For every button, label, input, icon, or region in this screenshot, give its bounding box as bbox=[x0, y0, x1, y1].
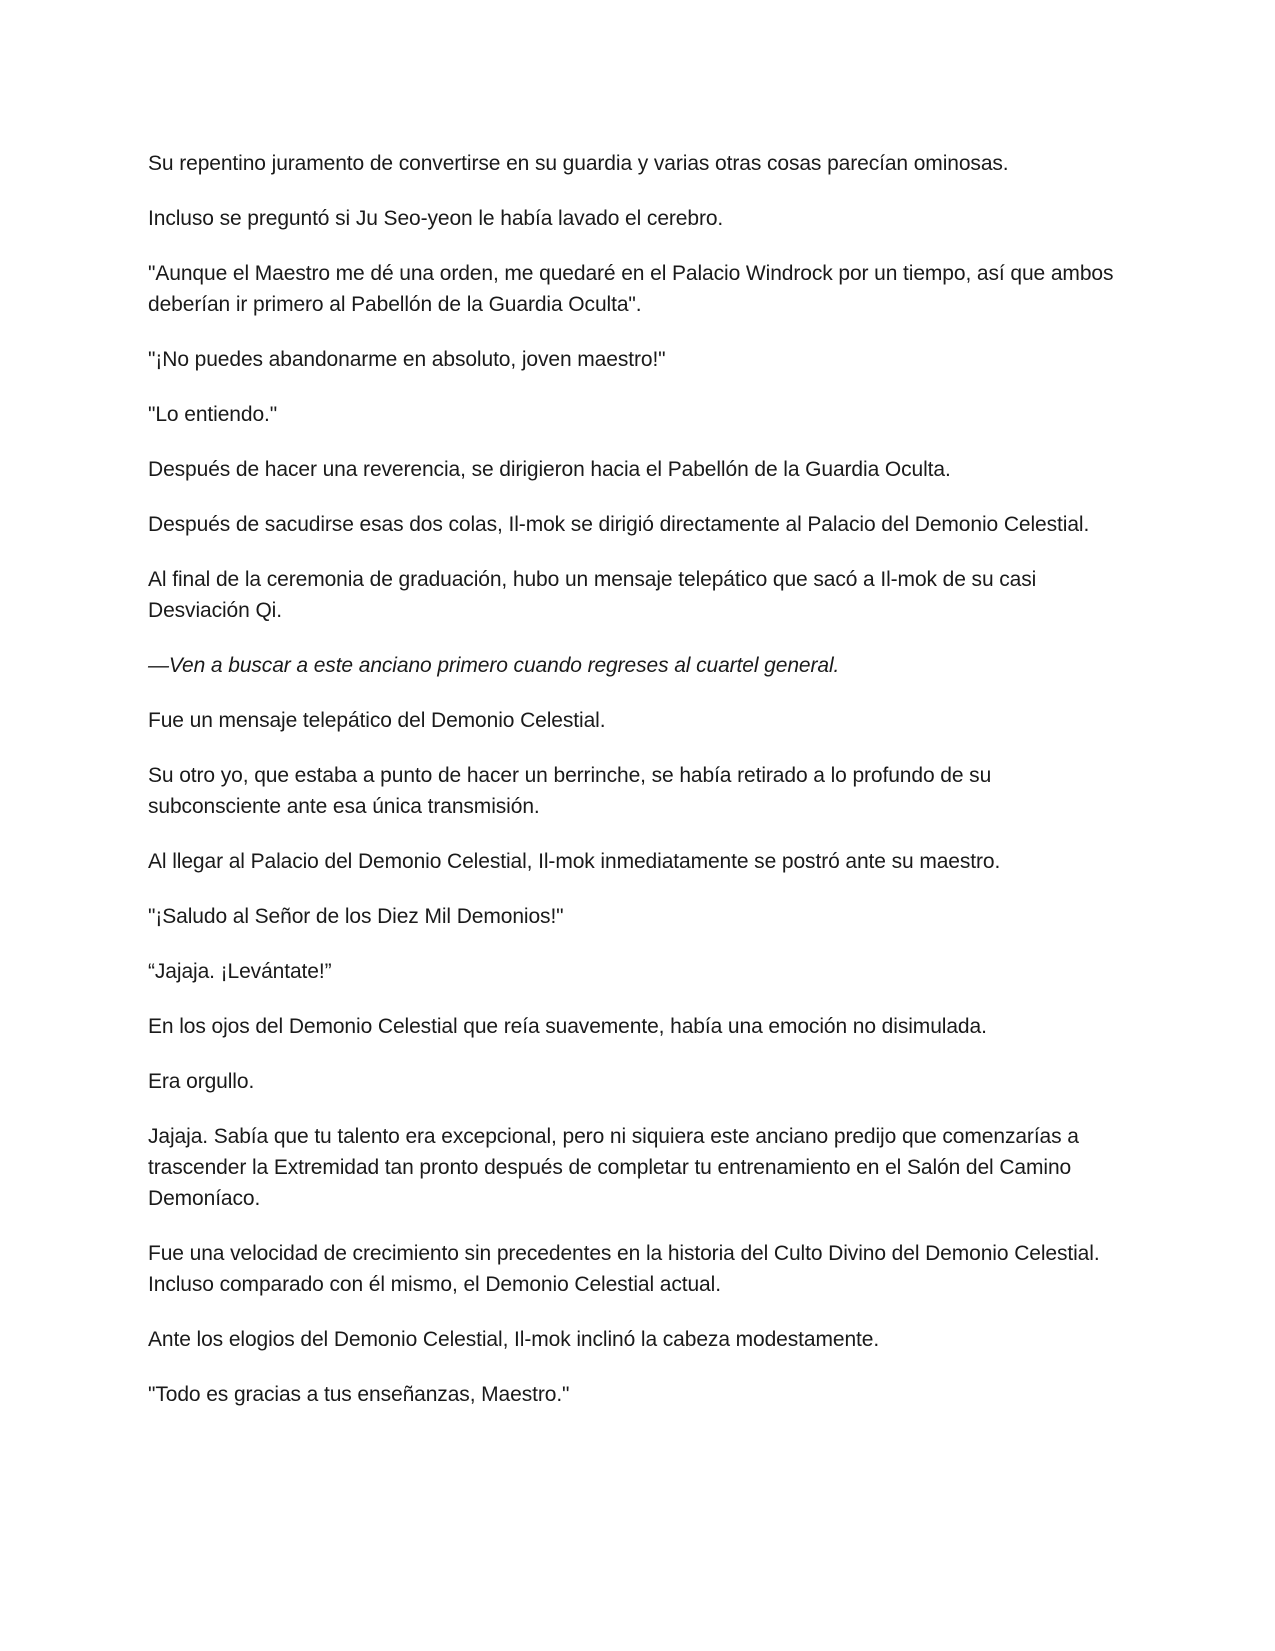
text-paragraph: Incluso se preguntó si Ju Seo-yeon le había lavado el cerebro. bbox=[148, 207, 724, 230]
text-paragraph: “Jajaja. ¡Levántate!” bbox=[148, 960, 332, 983]
text-paragraph: "Lo entiendo." bbox=[148, 403, 278, 426]
text-paragraph: "Todo es gracias a tus enseñanzas, Maestro." bbox=[148, 1383, 570, 1406]
text-paragraph: En los ojos del Demonio Celestial que reía suavemente, había una emoción no disimulada. bbox=[148, 1015, 987, 1038]
text-paragraph: Fue un mensaje telepático del Demonio Celestial. bbox=[148, 709, 606, 732]
text-paragraph: Jajaja. Sabía que tu talento era excepcional, pero ni siquiera este anciano predijo que comenzarías a trascender la Extremidad tan pronto después de completar tu entrenamiento en el Salón del Camino Demoníaco. bbox=[148, 1125, 1079, 1210]
text-paragraph: Al llegar al Palacio del Demonio Celestial, Il-mok inmediatamente se postró ante su maestro. bbox=[148, 850, 1001, 873]
text-paragraph: "Aunque el Maestro me dé una orden, me quedaré en el Palacio Windrock por un tiempo, así que ambos deberían ir primero al Pabellón de la Guardia Oculta". bbox=[148, 262, 1114, 316]
text-paragraph: Después de hacer una reverencia, se dirigieron hacia el Pabellón de la Guardia Oculta. bbox=[148, 458, 951, 481]
text-paragraph: Su repentino juramento de convertirse en su guardia y varias otras cosas parecían ominosas. bbox=[148, 152, 1009, 175]
text-paragraph: "¡No puedes abandonarme en absoluto, joven maestro!" bbox=[148, 348, 666, 371]
text-paragraph: Al final de la ceremonia de graduación, hubo un mensaje telepático que sacó a Il-mok de su casi Desviación Qi. bbox=[148, 568, 1037, 622]
text-paragraph: Ante los elogios del Demonio Celestial, Il-mok inclinó la cabeza modestamente. bbox=[148, 1328, 880, 1351]
text-paragraph: Después de sacudirse esas dos colas, Il-mok se dirigió directamente al Palacio del Demonio Celestial. bbox=[148, 513, 1090, 536]
text-paragraph: "¡Saludo al Señor de los Diez Mil Demonios!" bbox=[148, 905, 564, 928]
text-paragraph: Fue una velocidad de crecimiento sin precedentes en la historia del Culto Divino del Demonio Celestial. Incluso comparado con él mismo, el Demonio Celestial actual. bbox=[148, 1242, 1100, 1296]
text-paragraph: Su otro yo, que estaba a punto de hacer un berrinche, se había retirado a lo profundo de su subconsciente ante esa única transmisión. bbox=[148, 764, 992, 818]
telepathic-message-paragraph: —Ven a buscar a este anciano primero cuando regreses al cuartel general. bbox=[148, 654, 840, 677]
text-paragraph: Era orgullo. bbox=[148, 1070, 255, 1093]
document-body bbox=[148, 148, 1123, 1434]
